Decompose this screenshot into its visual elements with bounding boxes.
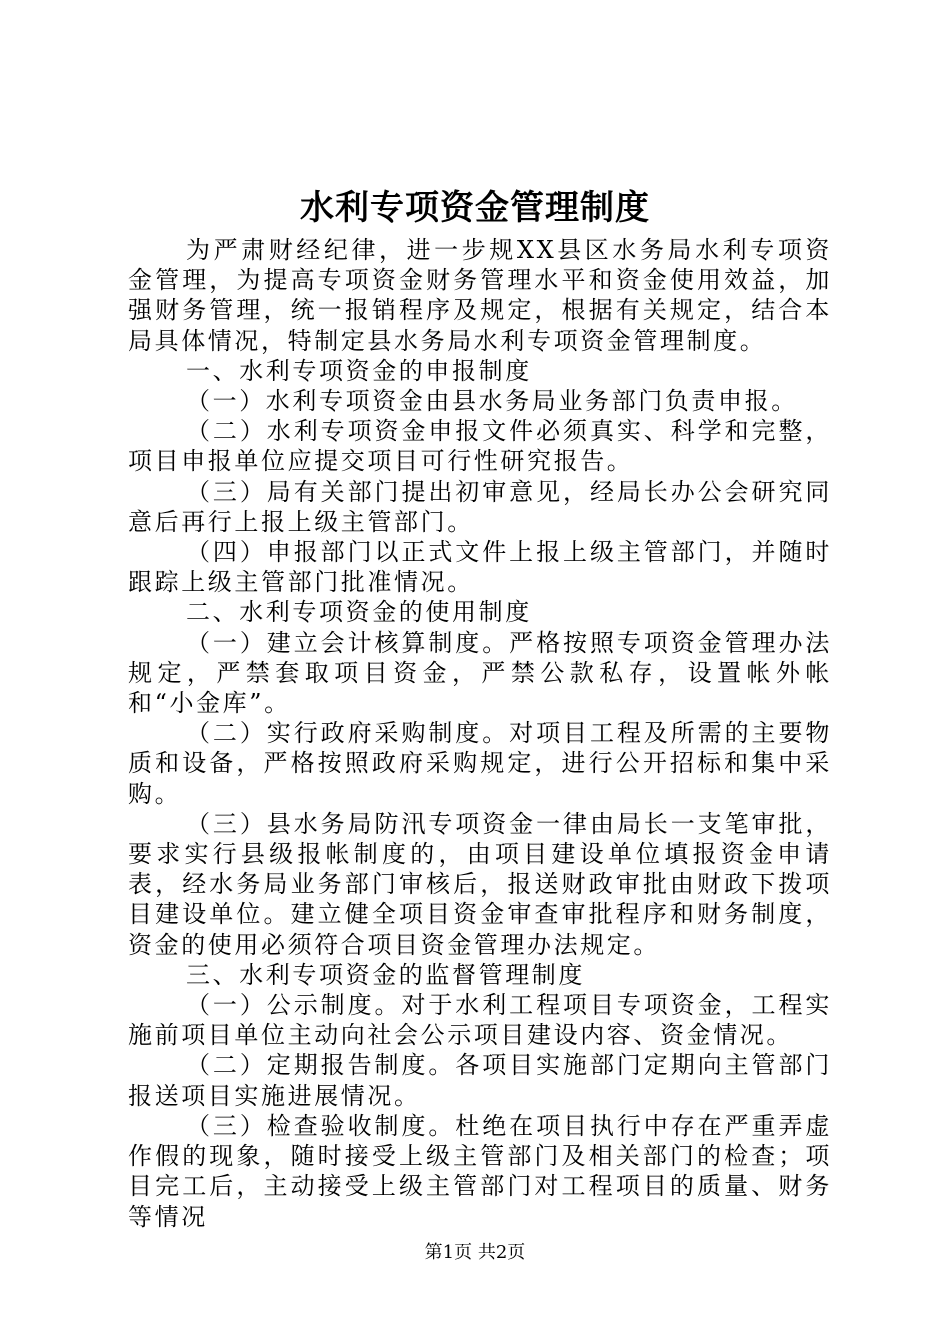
paragraph-usage-1: （一）建立会计核算制度。严格按照专项资金管理办法规定，严禁套取项目资金，严禁公款私存，设置帐外帐和“小金库”。 xyxy=(128,628,832,718)
section-heading-application: 一、水利专项资金的申报制度 xyxy=(186,356,532,385)
section-heading-usage: 二、水利专项资金的使用制度 xyxy=(186,598,532,627)
paragraph-usage-3: （三）县水务局防汛专项资金一律由局长一支笔审批，要求实行县级报帐制度的，由项目建设单位填报资金申请表，经水务局业务部门审核后，报送财政审批由财政下拨项目建设单位。建立健全项目资金审查审批程序和财务制度，资金的使用必须符合项目资金管理办法规定。 xyxy=(128,809,832,959)
paragraph-usage-2: （二）实行政府采购制度。对项目工程及所需的主要物质和设备，严格按照政府采购规定，进行公开招标和集中采购。 xyxy=(128,719,832,808)
document-title: 水利专项资金管理制度 xyxy=(300,188,650,228)
paragraph-supervision-3: （三）检查验收制度。杜绝在项目执行中存在严重弄虚作假的现象，随时接受上级主管部门及相关部门的检查；项目完工后，主动接受上级主管部门对工程项目的质量、财务等情况 xyxy=(128,1111,832,1231)
paragraph-application-1: （一）水利专项资金由县水务局业务部门负责申报。 xyxy=(186,387,798,416)
paragraph-supervision-2: （二）定期报告制度。各项目实施部门定期向主管部门报送项目实施进展情况。 xyxy=(128,1051,832,1110)
paragraph-supervision-1: （一）公示制度。对于水利工程项目专项资金，工程实施前项目单位主动向社会公示项目建设内容、资金情况。 xyxy=(128,991,832,1050)
paragraph-application-4: （四）申报部门以正式文件上报上级主管部门，并随时跟踪上级主管部门批准情况。 xyxy=(128,538,832,597)
section-heading-supervision: 三、水利专项资金的监督管理制度 xyxy=(186,960,585,989)
paragraph-application-3: （三）局有关部门提出初审意见，经局长办公会研究同意后再行上报上级主管部门。 xyxy=(128,477,832,536)
paragraph-application-2: （二）水利专项资金申报文件必须真实、科学和完整，项目申报单位应提交项目可行性研究报告。 xyxy=(128,417,832,476)
document-body xyxy=(128,235,832,1232)
intro-paragraph: 为严肃财经纪律，进一步规XX县区水务局水利专项资金管理，为提高专项资金财务管理水平和资金使用效益，加强财务管理，统一报销程序及规定，根据有关规定，结合本局具体情况，特制定县水务局水利专项资金管理制度。 xyxy=(128,236,832,355)
page-indicator: 第1页 共2页 xyxy=(424,1242,526,1263)
